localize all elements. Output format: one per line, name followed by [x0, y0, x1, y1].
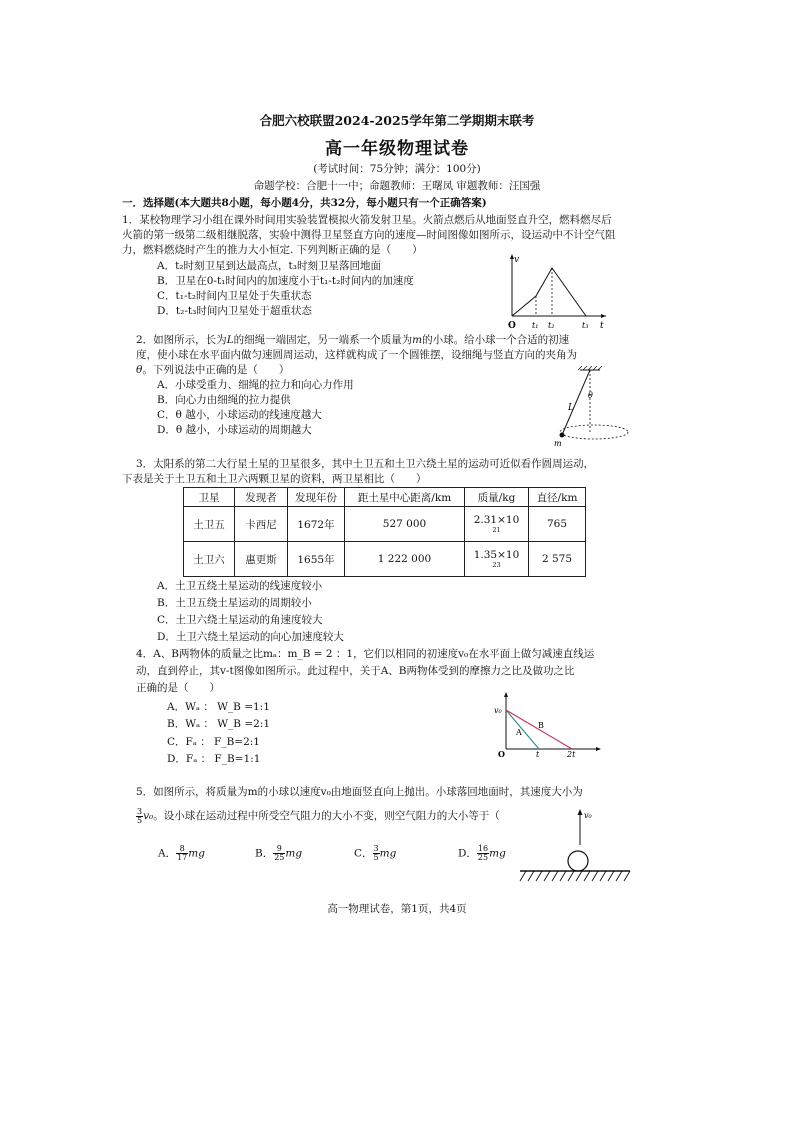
q1-vt-graph — [500, 248, 610, 333]
q1-stem-line: 1．某校物理学习小组在课外时间用实验装置模拟火箭发射卫星。火箭点燃后从地面竖直升空，燃料燃尽后 — [122, 214, 612, 226]
q3-option-b: B．土卫五绕土星运动的周期较小 — [157, 597, 312, 609]
q2-text: 。下列说法中正确的是（ ） — [142, 364, 290, 376]
q5-option-c: C． $\frac{3}{5}$ mg — [354, 844, 397, 862]
q2-stem-line — [136, 364, 289, 377]
q2-stem-line: 度，使小球在水平面内做匀速圆周运动，这样就构成了一个圆锥摆，设细绳与竖直方向的夹角为 — [136, 349, 577, 361]
q3-option-d: D．土卫六绕土星运动的向心加速度较大 — [157, 631, 344, 643]
table-header-row — [184, 488, 586, 507]
q4-v-arrow — [504, 692, 508, 697]
q5-v0: v₀ — [143, 810, 154, 822]
table-header-cell: 距土星中心距离/km — [345, 488, 465, 507]
q5-stem-line — [136, 806, 500, 826]
q2-text: 的小球。给小球一个合适的初速 — [422, 334, 570, 346]
q2-option-d: D．θ 越小，小球运动的周期越大 — [157, 424, 312, 436]
q2-fig-label-l: L — [568, 403, 574, 413]
q1-origin-label: O — [508, 321, 516, 331]
exam-title-line1: 合肥六校联盟2024-2025学年第二学期期末联考 — [259, 113, 535, 128]
table-cell-mass — [465, 542, 529, 577]
q2-string — [562, 370, 590, 435]
q1-t2-label: t₂ — [548, 321, 555, 330]
q2-conical-pendulum-figure — [548, 366, 648, 448]
q2-fig-label-theta: θ — [588, 391, 593, 400]
table-header-cell: 卫星 — [184, 488, 235, 507]
q5-ground-hatch — [520, 871, 630, 881]
table-row — [184, 507, 586, 542]
q2-stem-line — [136, 334, 569, 347]
q4-stem-line: 4．A、B两物体的质量之比mₐ：m_B = 2 ：1，它们以相同的初速度v₀在水平面上做匀减速直线运 — [136, 648, 595, 660]
q1-option-b: B．卫星在0-t₁时间内的加速度小于t₁-t₂时间内的加速度 — [157, 275, 414, 287]
mass-exponent: 23 — [492, 561, 501, 569]
q4-option-d: D．Fₐ ： F_B=1:1 — [167, 753, 261, 765]
exam-info: (考试时间：75分钟；满分：100分) — [313, 163, 481, 175]
table-cell: 惠更斯 — [235, 542, 288, 577]
q5-fraction-3-5: $\frac{3}{5}$ — [137, 806, 143, 825]
q5-option-a: A． $\frac{8}{17}$ mg — [158, 844, 205, 862]
q3-option-c: C．土卫六绕土星运动的角速度较大 — [157, 614, 323, 626]
q1-option-a: A．t₂时刻卫星到达最高点，t₃时刻卫星落回地面 — [157, 260, 381, 272]
q1-t-arrow — [601, 314, 606, 318]
mass-exponent: 21 — [492, 526, 501, 534]
q5-fig-v0-label: v₀ — [584, 811, 592, 820]
q4-line-a — [506, 710, 539, 749]
table-cell: 土卫五 — [184, 507, 235, 542]
table-cell: 2 575 — [529, 542, 586, 577]
mass-value: 1.35×10 — [473, 549, 520, 561]
table-cell: 527 000 — [345, 507, 465, 542]
q4-v0-label: v₀ — [494, 706, 502, 715]
q1-stem-line: 火箭的第一级第二级相继脱落，实验中测得卫星竖直方向的速度—时间图像如图所示，设运动中不计空气阻 — [122, 229, 616, 241]
q3-stem-line: 3．太阳系的第二大行星土星的卫星很多，其中土卫五和土卫六绕土星的运动可近似看作圆周运动， — [136, 458, 595, 470]
q1-stem-line: 力，燃料燃烧时产生的推力大小恒定. 下列判断正确的是（ ） — [122, 244, 423, 256]
q3-option-a: A．土卫五绕土星运动的线速度较小 — [157, 580, 323, 592]
table-header-cell: 质量/kg — [465, 488, 529, 507]
q5-thrown-ball-figure — [516, 805, 634, 887]
q4-vt-graph — [492, 690, 604, 762]
table-cell: 765 — [529, 507, 586, 542]
q4-label-b: B — [538, 721, 544, 730]
mass-value: 2.31×10 — [473, 514, 520, 526]
q2-option-a: A．小球受重力、细绳的拉力和向心力作用 — [157, 379, 354, 391]
q4-option-c: C．Fₐ ： F_B=2:1 — [167, 736, 260, 748]
table-cell: 卡西尼 — [235, 507, 288, 542]
q4-option-b: B．Wₐ ： W_B =2:1 — [167, 718, 271, 730]
q5-stem-line: 5．如图所示，将质量为m的小球以速度v₀由地面竖直向上抛出。小球落回地面时，其速度大小为 — [136, 786, 583, 798]
section-heading: 一．选择题(本大题共8小题，每小题4分，共32分，每小题只有一个正确答案) — [122, 197, 487, 209]
q4-t-label: t — [536, 750, 540, 759]
table-row — [184, 542, 586, 577]
q1-option-c: C．t₁-t₂时间内卫星处于失重状态 — [157, 290, 312, 302]
table-cell: 1 222 000 — [345, 542, 465, 577]
q2-fig-label-m: m — [554, 439, 562, 448]
table-cell-mass — [465, 507, 529, 542]
q1-t3-label: t₃ — [582, 321, 589, 330]
q3-satellite-table — [183, 487, 586, 577]
table-header-cell: 发现年份 — [288, 488, 345, 507]
q2-var-m: m — [412, 334, 423, 346]
q2-text: 2．如图所示，长为 — [136, 334, 227, 346]
table-header-cell: 发现者 — [235, 488, 288, 507]
q1-v-label: v — [514, 255, 520, 265]
q5-text: 。设小球在运动过程中所受空气阻力的大小不变，则空气阻力的大小等于（ — [153, 810, 500, 822]
table-cell: 土卫六 — [184, 542, 235, 577]
q4-stem-line: 动，直到停止，其v-t图像如图所示。此过程中，关于A、B两物体受到的摩擦力之比及做功之比 — [136, 665, 575, 677]
q1-t1-label: t₁ — [532, 321, 539, 330]
table-cell: 1655年 — [288, 542, 345, 577]
q4-label-a: A — [516, 728, 522, 737]
q2-option-b: B．向心力由细绳的拉力提供 — [157, 394, 291, 406]
q3-stem-line: 下表是关于土卫五和土卫六两颗卫星的资料，两卫星相比（ ） — [122, 473, 427, 485]
q4-origin-label: O — [498, 749, 505, 759]
q2-circle-path — [560, 425, 628, 439]
q5-ball — [568, 851, 588, 871]
page-footer: 高一物理试卷，第1页，共4页 — [327, 903, 467, 915]
q1-t-label: t — [600, 321, 604, 331]
q4-option-a: A．Wₐ ： W_B =1:1 — [167, 701, 270, 713]
q5-option-d: D． $\frac{16}{25}$ mg — [458, 844, 506, 862]
q2-ball — [560, 433, 565, 438]
q2-option-c: C．θ 越小，小球运动的线速度越大 — [157, 409, 322, 421]
table-header-cell: 直径/km — [529, 488, 586, 507]
q2-var-theta: θ — [136, 364, 143, 376]
table-cell: 1672年 — [288, 507, 345, 542]
q1-option-d: D．t₂-t₃时间内卫星处于超重状态 — [157, 305, 312, 317]
q4-2t-label: 2t — [567, 750, 576, 759]
exam-title-main: 高一年级物理试卷 — [325, 139, 469, 159]
q1-vt-curve — [512, 268, 586, 316]
q2-var-l: L — [226, 334, 234, 346]
q4-t-arrow — [596, 747, 601, 751]
q4-stem-line: 正确的是（ ） — [136, 682, 220, 694]
exam-authors: 命题学校：合肥十一中；命题教师：王曙凤 审题教师：汪国强 — [253, 180, 541, 192]
q5-option-b: B． $\frac{9}{25}$ mg — [255, 844, 303, 862]
q2-text: 的细绳一端固定，另一端系一个质量为 — [233, 334, 413, 346]
